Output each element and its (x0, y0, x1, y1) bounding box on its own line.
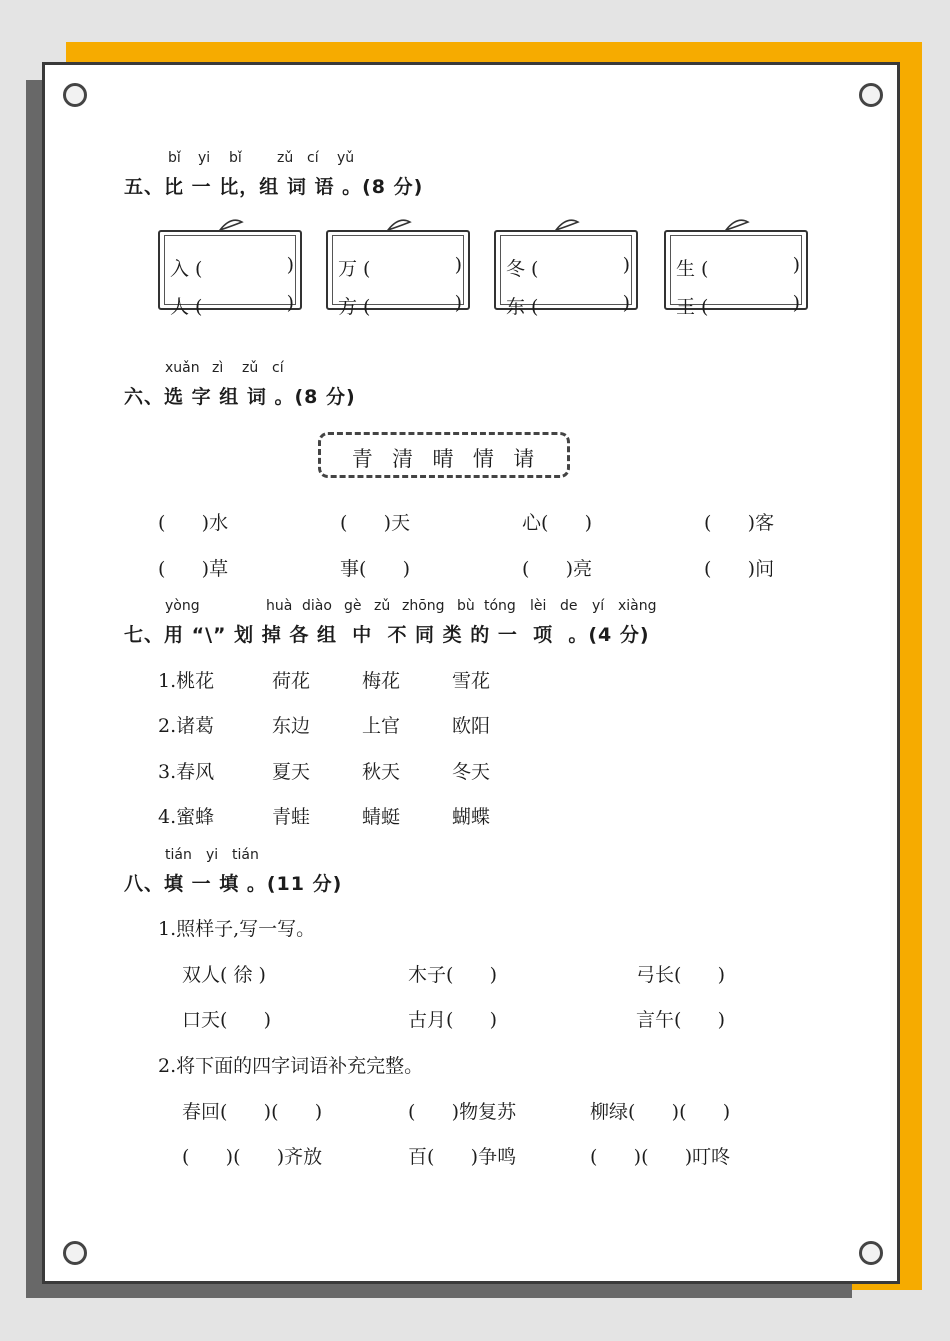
pinyin: bǐ (229, 150, 242, 166)
fill-blank-item: ( )天 (340, 512, 411, 534)
word-pair-top: 入 ( (170, 258, 203, 280)
character-choice-box (318, 432, 570, 478)
word-item: 蝴蝶 (452, 806, 491, 828)
word-scroll-1: 入 ( ) 人 ( ) (158, 216, 302, 308)
pinyin: tián (165, 847, 192, 863)
fill-blank-item: 双人( 徐 ) (182, 964, 266, 986)
word-item: 上官 (362, 715, 401, 737)
pinyin: xuǎn (165, 360, 200, 376)
pinyin: gè (344, 598, 362, 614)
pinyin: yòng (165, 598, 200, 614)
fill-blank-item: 事( ) (340, 558, 411, 580)
fill-blank-item: ( )( )齐放 (182, 1146, 323, 1168)
fill-blank-item: 口天( ) (182, 1009, 272, 1031)
pinyin: zhōng (402, 598, 445, 614)
fill-blank-item: ( )草 (158, 558, 229, 580)
pinyin: zǔ (374, 598, 391, 614)
fill-blank-item: 柳绿( )( ) (590, 1101, 731, 1123)
word-item: 2.诸葛 (158, 715, 215, 737)
word-pair-bottom: 人 ( (170, 296, 203, 318)
fill-blank-item: 百( )争鸣 (408, 1146, 517, 1168)
word-scroll-4: 生 ( ) 王 ( ) (664, 216, 808, 308)
fill-blank-item: 木子( ) (408, 964, 498, 986)
fill-blank-item: 春回( )( ) (182, 1101, 323, 1123)
word-item: 欧阳 (452, 715, 491, 737)
fill-blank-item: ( )客 (704, 512, 775, 534)
word-pair-bottom: 东 ( (506, 296, 539, 318)
character-choices: 青 清 晴 情 请 (351, 447, 537, 471)
pinyin: xiàng (618, 598, 657, 614)
pinyin: yǔ (337, 150, 355, 166)
pinyin: bǐ (168, 150, 181, 166)
word-item: 夏天 (272, 761, 311, 783)
word-pair-top: 冬 ( (506, 258, 539, 280)
question-1-prompt: 1.照样子,写一写。 (158, 918, 316, 940)
word-item: 秋天 (362, 761, 401, 783)
word-item: 1.桃花 (158, 670, 215, 692)
word-pair-top: 万 ( (338, 258, 371, 280)
word-scroll-2: 万 ( ) 方 ( ) (326, 216, 470, 308)
fill-blank-item: ( )( )叮咚 (590, 1146, 731, 1168)
pinyin: tóng (484, 598, 516, 614)
section-title: 五、比 一 比，组 词 语 。(8 分) (124, 176, 424, 198)
fill-blank-item: ( )问 (704, 558, 775, 580)
pinyin: lèi (530, 598, 547, 614)
section-title: 七、用 “\” 划 掉 各 组 中 不 同 类 的 一 项 。(4 分) (124, 624, 650, 646)
word-pair-top: 生 ( (676, 258, 709, 280)
binder-hole-top-left (63, 83, 87, 107)
fill-blank-item: ( )水 (158, 512, 229, 534)
pinyin: bù (457, 598, 475, 614)
binder-hole-bottom-right (859, 1241, 883, 1265)
pinyin: zǔ (277, 150, 294, 166)
word-item: 东边 (272, 715, 311, 737)
word-item: 荷花 (272, 670, 311, 692)
pinyin: yi (198, 150, 211, 166)
binder-hole-bottom-left (63, 1241, 87, 1265)
word-pair-bottom: 王 ( (676, 296, 709, 318)
word-item: 蜻蜓 (362, 806, 401, 828)
word-scroll-3: 冬 ( ) 东 ( ) (494, 216, 638, 308)
fill-blank-item: 心( ) (522, 512, 593, 534)
word-item: 4.蜜蜂 (158, 806, 215, 828)
word-item: 3.春风 (158, 761, 215, 783)
pinyin: yi (206, 847, 219, 863)
pinyin: cí (307, 150, 319, 166)
word-item: 冬天 (452, 761, 491, 783)
binder-hole-top-right (859, 83, 883, 107)
section-title: 六、选 字 组 词 。(8 分) (124, 386, 356, 408)
fill-blank-item: ( )物复苏 (408, 1101, 517, 1123)
section-title: 八、填 一 填 。(11 分) (124, 873, 343, 895)
word-item: 青蛙 (272, 806, 311, 828)
fill-blank-item: ( )亮 (522, 558, 593, 580)
fill-blank-item: 言午( ) (636, 1009, 726, 1031)
fill-blank-item: 古月( ) (408, 1009, 498, 1031)
pinyin: de (560, 598, 578, 614)
question-2-prompt: 2.将下面的四字词语补充完整。 (158, 1055, 424, 1077)
pinyin: zì (212, 360, 224, 376)
pinyin: diào (302, 598, 332, 614)
pinyin: yí (592, 598, 605, 614)
word-item: 梅花 (362, 670, 401, 692)
pinyin: huà (266, 598, 293, 614)
fill-blank-item: 弓长( ) (636, 964, 726, 986)
pinyin: tián (232, 847, 259, 863)
word-pair-bottom: 方 ( (338, 296, 371, 318)
pinyin: cí (272, 360, 284, 376)
word-item: 雪花 (452, 670, 491, 692)
pinyin: zǔ (242, 360, 259, 376)
